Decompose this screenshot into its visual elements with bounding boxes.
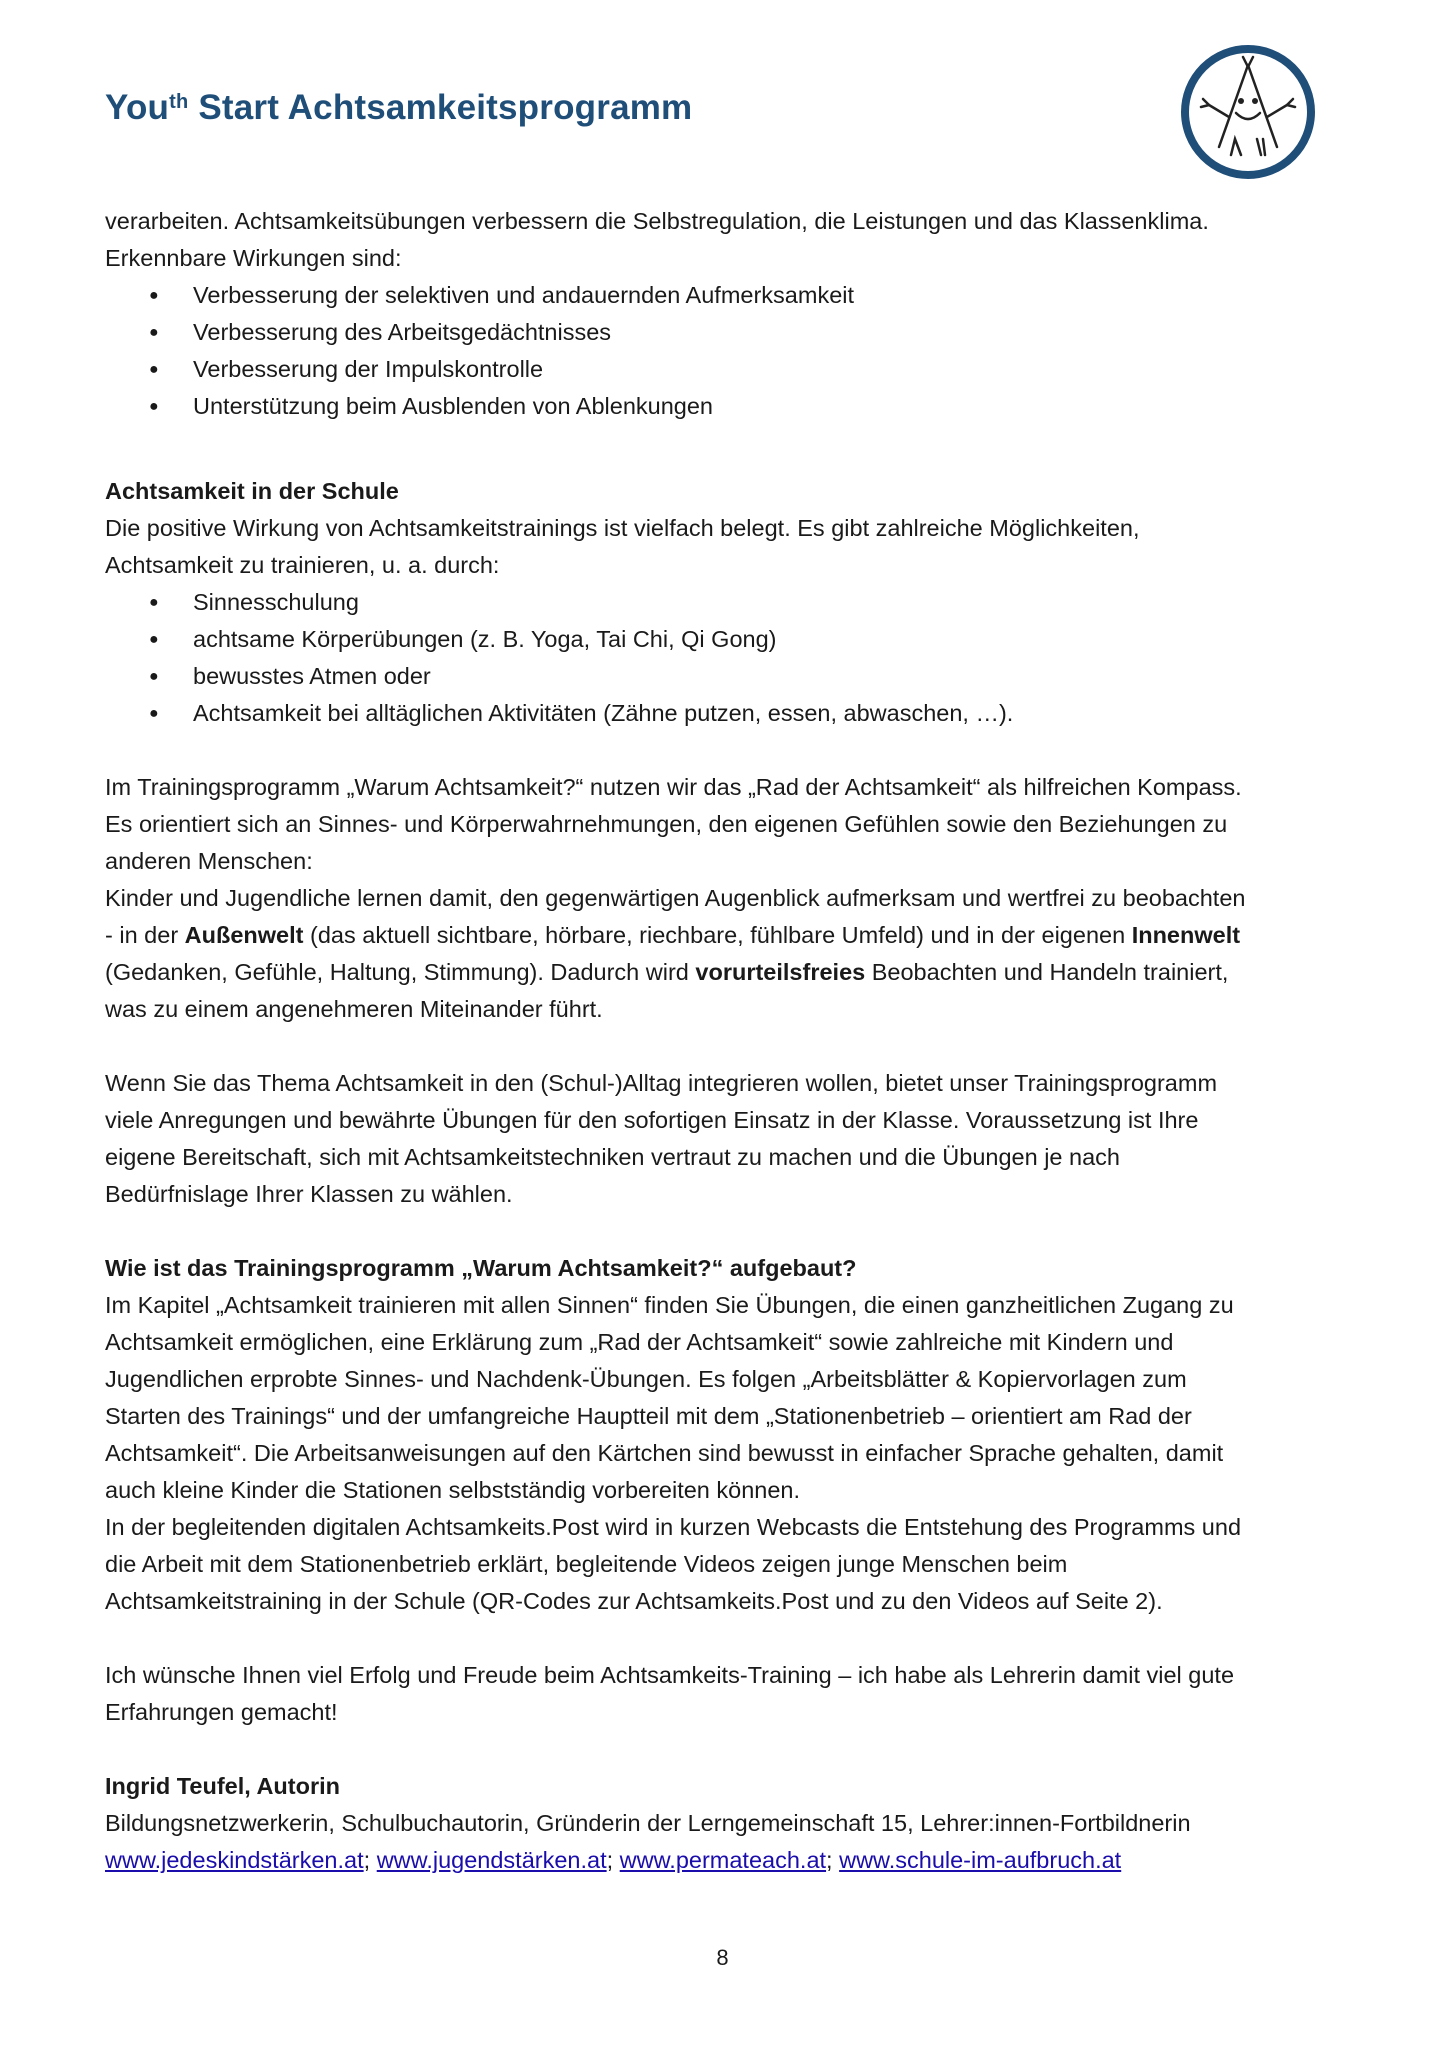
bold-term-aussenwelt: Außenwelt (184, 922, 304, 948)
section-heading-school: Achtsamkeit in der Schule (105, 478, 399, 504)
section2-line5: Achtsamkeit“. Die Arbeitsanweisungen auf den Kärtchen sind bewusst in einfacher Sprache gehalten, damit (105, 1440, 1224, 1466)
bold-term-innenwelt: Innenwelt (1131, 922, 1241, 948)
author-role: Bildungsnetzwerkerin, Schulbuchautorin, Gründerin der Lerngemeinschaft 15, Lehrer:innen-Fortbildnerin (105, 1810, 1191, 1836)
text-segment: (Gedanken, Gefühle, Haltung, Stimmung). Dadurch wird (105, 959, 696, 985)
bold-term-vorurteilsfreies: vorurteilsfreies (695, 959, 866, 985)
list-item: ● Verbesserung des Arbeitsgedächtnisses (105, 314, 1335, 351)
section2-line2: Achtsamkeit ermöglichen, eine Erklärung zum „Rad der Achtsamkeit“ sowie zahlreiche mit Kindern und (105, 1329, 1174, 1355)
link-permateach[interactable]: www.permateach.at (619, 1847, 827, 1873)
section2-line4: Starten des Trainings“ und der umfangreiche Hauptteil mit dem „Stationenbetrieb – orientiert am Rad der (105, 1403, 1192, 1429)
section2-line1: Im Kapitel „Achtsamkeit trainieren mit allen Sinnen“ finden Sie Übungen, die einen ganzheitlichen Zugang zu (105, 1292, 1234, 1318)
intro-line: verarbeiten. Achtsamkeitsübungen verbessern die Selbstregulation, die Leistungen und das Klassenklima. (105, 208, 1209, 234)
list-item: ● Achtsamkeit bei alltäglichen Aktivitäten (Zähne putzen, essen, abwaschen, …). (105, 695, 1335, 732)
para2-line4: Bedürfnislage Ihrer Klassen zu wählen. (105, 1181, 513, 1207)
para1-line4: Kinder und Jugendliche lernen damit, den gegenwärtigen Augenblick aufmerksam und wertfrei zu beobachten (105, 885, 1246, 911)
closing-line2: Erfahrungen gemacht! (105, 1699, 338, 1725)
para1-line6 (105, 954, 1335, 991)
para2-line1: Wenn Sie das Thema Achtsamkeit in den (Schul-)Alltag integrieren wollen, bietet unser Trainingsprogramm (105, 1070, 1218, 1096)
intro-lead: Erkennbare Wirkungen sind: (105, 245, 402, 271)
link-jugendstaerken[interactable]: www.jugendstärken.at (376, 1847, 607, 1873)
methods-list (105, 584, 1335, 732)
author-name: Ingrid Teufel, Autorin (105, 1773, 340, 1799)
section2-line8: die Arbeit mit dem Stationenbetrieb erklärt, begleitende Videos zeigen junge Menschen beim (105, 1551, 1068, 1577)
effects-list (105, 277, 1335, 425)
para1-line3: anderen Menschen: (105, 848, 313, 874)
list-item: ● Sinnesschulung (105, 584, 1335, 621)
link-schule-im-aufbruch[interactable]: www.schule-im-aufbruch.at (839, 1847, 1122, 1873)
list-item: ● Unterstützung beim Ausblenden von Ablenkungen (105, 388, 1335, 425)
para2-line2: viele Anregungen und bewährte Übungen für den sofortigen Einsatz in der Klasse. Voraussetzung ist Ihre (105, 1107, 1199, 1133)
list-item: ● Verbesserung der Impulskontrolle (105, 351, 1335, 388)
para1-line5 (105, 917, 1335, 954)
closing-line1: Ich wünsche Ihnen viel Erfolg und Freude beim Achtsamkeits-Training – ich habe als Lehrerin damit viel gute (105, 1662, 1235, 1688)
title-superscript: th (169, 91, 189, 114)
link-separator: ; (826, 1847, 840, 1873)
document-body (105, 203, 1335, 1879)
link-jedeskindstaerken[interactable]: www.jedeskindstärken.at (105, 1847, 364, 1873)
section2-line6: auch kleine Kinder die Stationen selbstständig vorbereiten können. (105, 1477, 801, 1503)
document-title (105, 88, 692, 128)
text-segment: - in der (105, 922, 185, 948)
title-you: You (105, 88, 170, 127)
text-segment: (das aktuell sichtbare, hörbare, riechbare, fühlbare Umfeld) und in der eigenen (303, 922, 1132, 948)
section1-line2: Achtsamkeit zu trainieren, u. a. durch: (105, 552, 500, 578)
list-item: ● achtsame Körperübungen (z. B. Yoga, Tai Chi, Qi Gong) (105, 621, 1335, 658)
section2-line3: Jugendlichen erprobte Sinnes- und Nachdenk-Übungen. Es folgen „Arbeitsblätter & Kopiervorlagen zum (105, 1366, 1187, 1392)
text-segment: Beobachten und Handeln trainiert, (865, 959, 1229, 985)
section2-line7: In der begleitenden digitalen Achtsamkeits.Post wird in kurzen Webcasts die Entstehung des Programms und (105, 1514, 1242, 1540)
list-item: ● bewusstes Atmen oder (105, 658, 1335, 695)
list-item: ● Verbesserung der selektiven und andauernden Aufmerksamkeit (105, 277, 1335, 314)
link-separator: ; (363, 1847, 377, 1873)
section1-line1: Die positive Wirkung von Achtsamkeitstrainings ist vielfach belegt. Es gibt zahlreiche Möglichkeiten, (105, 515, 1140, 541)
para1-line1: Im Trainingsprogramm „Warum Achtsamkeit?“ nutzen wir das „Rad der Achtsamkeit“ als hilfreichen Kompass. (105, 774, 1242, 800)
para2-line3: eigene Bereitschaft, sich mit Achtsamkeitstechniken vertraut zu machen und die Übungen je nach (105, 1144, 1120, 1170)
page-number: 8 (716, 1945, 729, 1970)
para1-line7: was zu einem angenehmeren Miteinander führt. (105, 996, 603, 1022)
link-separator: ; (606, 1847, 620, 1873)
tent-face-logo-icon (1179, 43, 1317, 181)
author-links (105, 1842, 1335, 1879)
section2-line9: Achtsamkeitstraining in der Schule (QR-Codes zur Achtsamkeits.Post und zu den Videos auf Seite 2). (105, 1588, 1163, 1614)
para1-line2: Es orientiert sich an Sinnes- und Körperwahrnehmungen, den eigenen Gefühlen sowie den Beziehungen zu (105, 811, 1228, 837)
section-heading-structure: Wie ist das Trainingsprogramm „Warum Achtsamkeit?“ aufgebaut? (105, 1255, 857, 1281)
title-rest: Start Achtsamkeitsprogramm (188, 88, 693, 127)
